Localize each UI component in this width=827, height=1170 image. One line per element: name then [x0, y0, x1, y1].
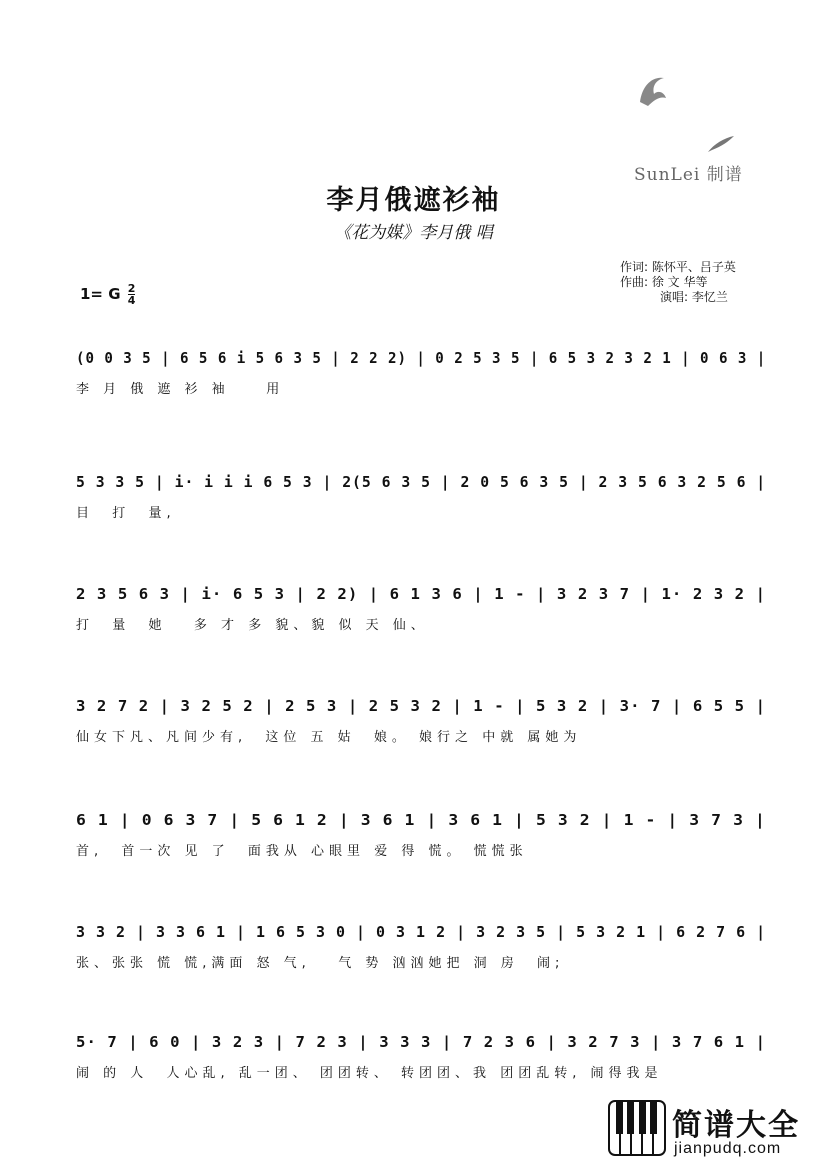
feather-icon: [706, 132, 736, 156]
site-brand: [608, 1100, 823, 1162]
notation-line: 6 1 | 0 6 3 7 | 5 6 1 2 | 3 6 1 | 3 6 1 | 5 3 2 | 1 - | 3 7 3 |: [76, 811, 766, 829]
lyrics-line: 首, 首一次 见 了 面我从 心眼里 爱 得 慌。 慌慌张: [76, 844, 528, 859]
score-system: [76, 692, 766, 762]
notation-line: (0 0 3 5 | 6 5 6 i 5 6 3 5 | 2 2 2) | 0 2 5 3 5 | 6 5 3 2 3 2 1 | 0 6 3 |: [76, 349, 767, 367]
notation-line: 5 3 3 5 | i· i i i 6 5 3 | 2(5 6 3 5 | 2 0 5 6 3 5 | 2 3 5 6 3 2 5 6 |: [76, 473, 767, 491]
score-system: [76, 918, 766, 988]
song-title: 李月俄遮衫袖: [326, 185, 501, 216]
notation-line: 2 3 5 6 3 | i· 6 5 3 | 2 2) | 6 1 3 6 | 1 - | 3 2 3 7 | 1· 2 3 2 |: [76, 585, 767, 603]
lyrics-line: 张、张张 慌 慌,满面 怒 气, 气 势 汹汹她把 洞 房 闹;: [76, 956, 565, 971]
lyrics-line: 目 打 量,: [76, 506, 176, 521]
key-signature: [80, 283, 135, 306]
song-subtitle: 《花为媒》李月俄 唱: [334, 223, 493, 243]
score-system: [76, 580, 766, 650]
score-system: [76, 468, 766, 538]
credits: [620, 260, 820, 305]
score-system: [76, 806, 766, 876]
lyrics-line: 仙女下凡、凡间少有, 这位 五 姑 娘。 娘行之 中就 属她为: [76, 730, 582, 745]
time-signature: [128, 283, 136, 306]
piano-keys-icon: [608, 1100, 666, 1156]
lyrics-line: 李 月 俄 遮 衫 袖 用: [76, 382, 285, 397]
time-top: 2: [127, 282, 136, 295]
notation-line: 5· 7 | 6 0 | 3 2 3 | 7 2 3 | 3 3 3 | 7 2 3 6 | 3 2 7 3 | 3 7 6 1 |: [76, 1033, 767, 1051]
watermark: [628, 70, 768, 190]
lyricist-credit: 作词: 陈怀平、吕子英: [620, 260, 736, 274]
singer-credit: 演唱: 李忆兰: [660, 290, 728, 304]
score-system: [76, 1028, 766, 1098]
lyrics-line: 打 量 她 多 才 多 貌、貌 似 天 仙、: [76, 618, 429, 633]
watermark-text: SunLei 制谱: [634, 165, 743, 185]
notation-line: 3 3 2 | 3 3 6 1 | 1 6 5 3 0 | 0 3 1 2 | 3 2 3 5 | 5 3 2 1 | 6 2 7 6 |: [76, 923, 767, 941]
time-bottom: 4: [127, 294, 136, 307]
swan-icon: [634, 72, 674, 112]
key-label: 1= G: [80, 285, 121, 303]
notation-line: 3 2 7 2 | 3 2 5 2 | 2 5 3 | 2 5 3 2 | 1 - | 5 3 2 | 3· 7 | 6 5 5 |: [76, 697, 767, 715]
brand-name: 简谱大全: [672, 1108, 800, 1143]
composer-credit: 作曲: 徐 文 华等: [620, 275, 708, 289]
score-system: [76, 344, 766, 414]
lyrics-line: 闹 的 人 人心乱, 乱一团、 团团转、 转团团、我 团团乱转, 闹得我是: [76, 1066, 663, 1081]
brand-url: jianpudq.com: [674, 1140, 782, 1157]
